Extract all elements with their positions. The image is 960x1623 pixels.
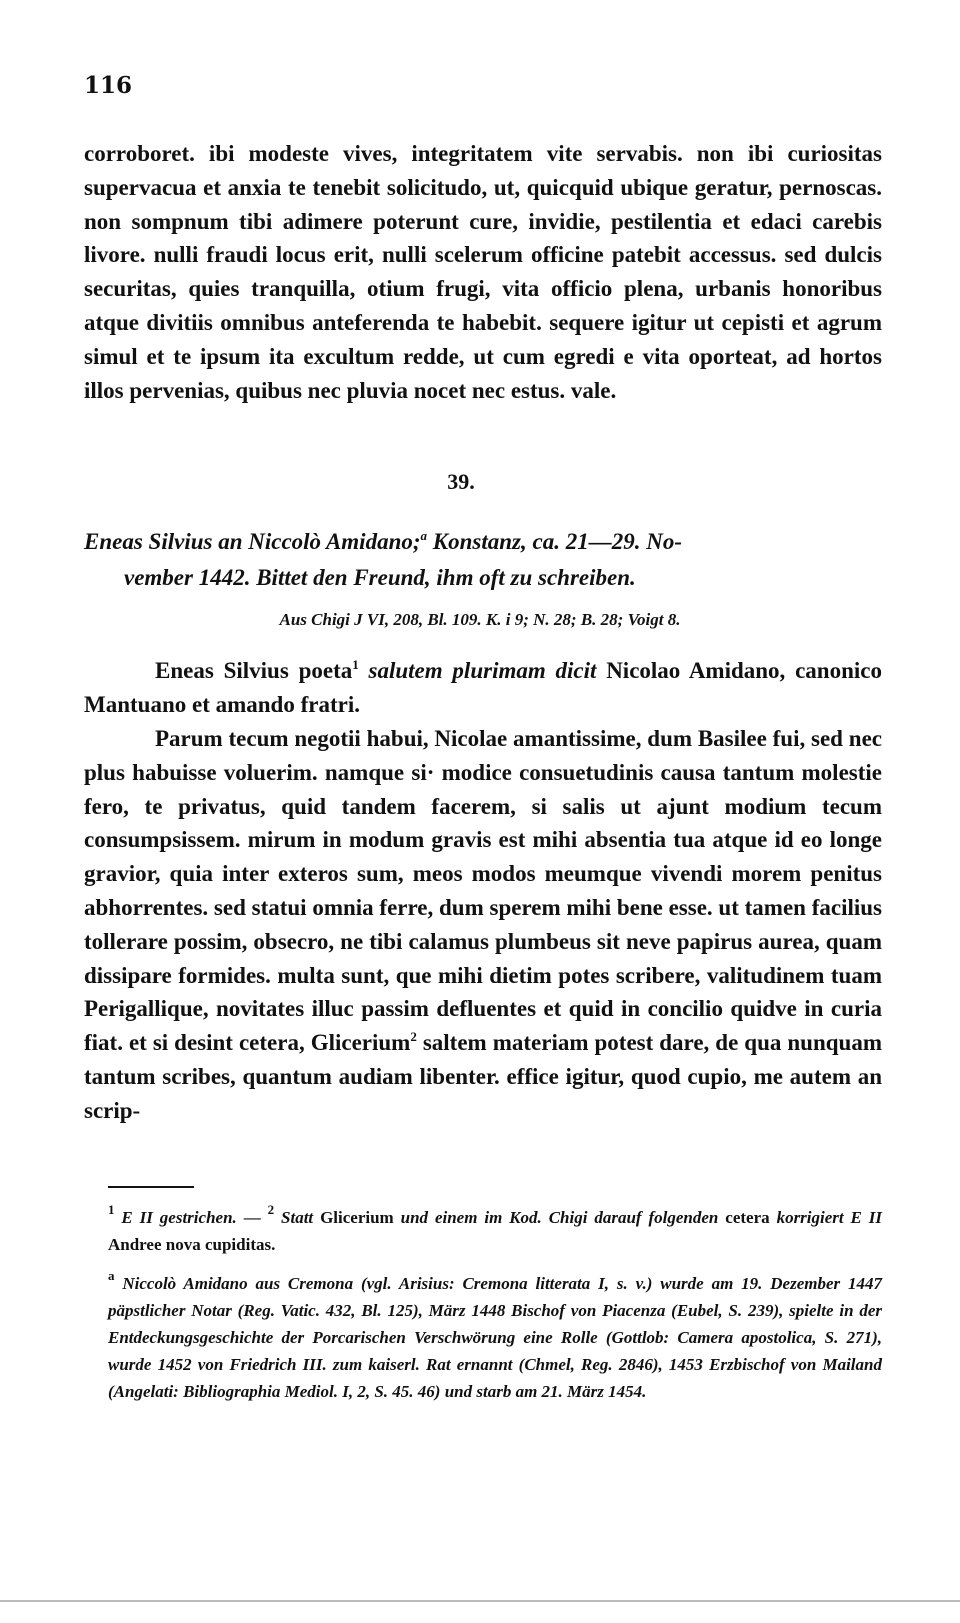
footnote-number-2: 2	[267, 1202, 275, 1217]
body-footnote-mark: 2	[410, 1029, 417, 1045]
footnote-2-text-a: Statt	[274, 1208, 314, 1227]
salutation	[84, 654, 882, 722]
footnote-1-text: E II gestrichen.	[114, 1208, 237, 1227]
letter-number-text: 39.	[447, 469, 475, 494]
source-reference: Aus Chigi J VI, 208, Bl. 109. K. i 9; N. 28; B. 28; Voigt 8.	[279, 610, 681, 629]
paragraph-letter-end: corroboret. ibi modeste vives, integritatem vite servabis. non ibi curiositas supervacua et anxia te tenebit solicitudo, ut, quicquid ubique geratur, pernoscas. non sompnum tibi adimere poterunt cure, invidie, pestilentia et edaci carebis livore. nulli fraudi locus erit, nulli scelerum officine patebit accessus. sed dulcis securitas, quies tranquilla, otium frugi, vita officio plena, urbanis honoribus atque divitiis omnibus anteferenda te habebit. sequere igitur ut cepisti et agrum simul et te ipsum ita excultum redde, ut cum egredi e vita oporteat, ad hortos illos pervenias, quibus nec pluvia nocet nec estus. vale.	[84, 141, 882, 403]
footnote-2-text-c: und einem im Kod. Chigi darauf folgenden	[400, 1208, 719, 1227]
salutation-formula: salutem plurimam dicit	[358, 658, 597, 683]
footnote-separator	[108, 1186, 194, 1188]
salutation-sender: Eneas Silvius poeta	[155, 658, 353, 683]
letter-title-line2: vember 1442. Bittet den Freund, ihm oft zu schreiben.	[124, 565, 636, 590]
footnote-2-text-d: cetera	[718, 1208, 777, 1227]
letter-title-line1a: Eneas Silvius an Niccolò Amidano;	[84, 529, 421, 554]
footnote-2-text-b: Glicerium	[313, 1208, 401, 1227]
footnote-a-text: Niccolò Amidano aus Cremona (vgl. Arisius: Cremona litterata I, s. v.) wurde am 19. Dezember 1447 päpstlicher Notar (Reg. Vatic. 432, Bl. 125), März 1448 Bischof von Piacenza (Eubel, S. 239), spielte in der Entdeckungsgeschichte der Porcarischen Verschwörung eine Rolle (Gottlob: Camera apostolica, S. 271), wurde 1452 von Friedrich III. zum kaiserl. Rat ernannt (Chmel, Reg. 2846), 1453 Erzbischof von Mailand (Angelati: Bibliographia Mediol. I, 2, S. 45. 46) und starb am 21. März 1454.	[108, 1274, 882, 1401]
paragraph-letter-body	[84, 722, 882, 1128]
salutation-footnote-mark: 1	[352, 657, 359, 672]
scan-edge-line	[0, 1600, 960, 1602]
letter-number	[0, 469, 960, 495]
paragraph-letter-body-part1: Parum tecum negotii habui, Nicolae amantissime, dum Basilee fui, sed nec plus habuisse voluerim. namque si· modice consuetudinis causa tantum molestie fero, te privatus, quid tandem facerem, si salis ut ajunt modium tecum consumpsissem. mirum in modum gravis est mihi absentia tua atque id eo longe gravior, quia inter exteros sum, meos modos meumque vivendi morem penitus abhorrentes. sed statui omnia ferre, dum sperem mihi bene esse. ut tamen facilius tollerare possim, obsecro, ne tibi calamus plumbeus sit neve papirus aurea, quam dissipare formides. multa sunt, que mihi dietim potes scribere, valitudinem tuam Perigallique, novitates illuc passim defluentes et quid in concilio quidve in curia fiat. et si desint cetera, Glicerium	[84, 726, 882, 1056]
salutation-recipient: Nicolao Amidano, canonico Mantuano et amando fratri.	[84, 658, 882, 717]
letter-title-line1b: Konstanz, ca. 21—29. No-	[427, 529, 682, 554]
footnote-2-text-e: korrigiert E II	[776, 1208, 883, 1227]
letter-title-footnote-mark: a	[420, 528, 428, 543]
footnote-2-text-f: Andree nova cupiditas.	[108, 1235, 276, 1254]
footnote-a	[108, 1270, 882, 1405]
footnote-letter-a: a	[108, 1268, 115, 1283]
footnote-number-1: 1	[108, 1202, 115, 1217]
paragraph-letter-body-part2: saltem materiam potest dare, de qua nunquam tantum scribes, quantum audiam libenter. effice igitur, quod cupio, me autem an scrip-	[84, 1030, 882, 1123]
footnote-1-2	[108, 1204, 882, 1258]
letter-title	[84, 524, 882, 596]
footnote-dash: —	[236, 1208, 268, 1227]
page-number: 116	[84, 72, 133, 99]
